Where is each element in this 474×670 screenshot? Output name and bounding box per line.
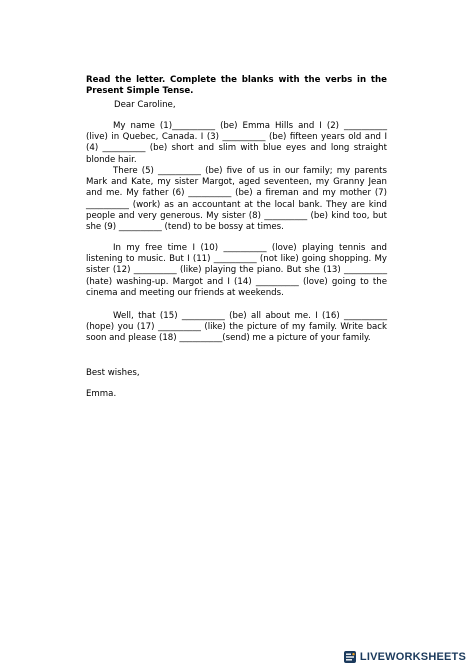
liveworksheets-logo-icon <box>343 650 357 664</box>
letter-paragraph-2: There (5) __________ (be) five of us in our family; my parents Mark and Kate, my sister Margot, aged seventeen, my Granny Jean and me. My father (6) __________ (be) a fireman and my mother (7) __________ (work) as an accountant at the local bank. They are kind people and very generous. My sister (8) __________ (be) kind too, but she (9) __________ (tend) to be bossy at times. <box>86 166 387 233</box>
instructions-text: Read the letter. Complete the blanks with the verbs in the Present Simple Tense. <box>86 75 387 96</box>
letter-signature: Emma. <box>86 389 117 399</box>
letter-closing: Best wishes, <box>86 368 140 378</box>
letter-paragraph-3: In my free time I (10) __________ (love) playing tennis and listening to music. But I (11) __________ (not like) going shopping. My sister (12) __________ (like) playing the piano. But she (13) __________ (hate) washing-up. Margot and I (14) __________ (love) going to the cinema and meeting our friends at weekends. <box>86 243 387 298</box>
letter-salutation: Dear Caroline, <box>114 100 176 110</box>
letter-paragraph-1: My name (1)__________ (be) Emma Hills and I (2) __________ (live) in Quebec, Canada. I (3) __________ (be) fifteen years old and I (4) __________ (be) short and slim with blue eyes and long straight blonde hair. <box>86 121 387 165</box>
letter-paragraph-4: Well, that (15) __________ (be) all about me. I (16) __________ (hope) you (17) __________ (like) the picture of my family. Write back soon and please (18) __________(send) me a picture of your family. <box>86 311 387 344</box>
liveworksheets-logo-text: LIVEWORKSHEETS <box>359 651 466 663</box>
liveworksheets-brand <box>343 650 466 664</box>
